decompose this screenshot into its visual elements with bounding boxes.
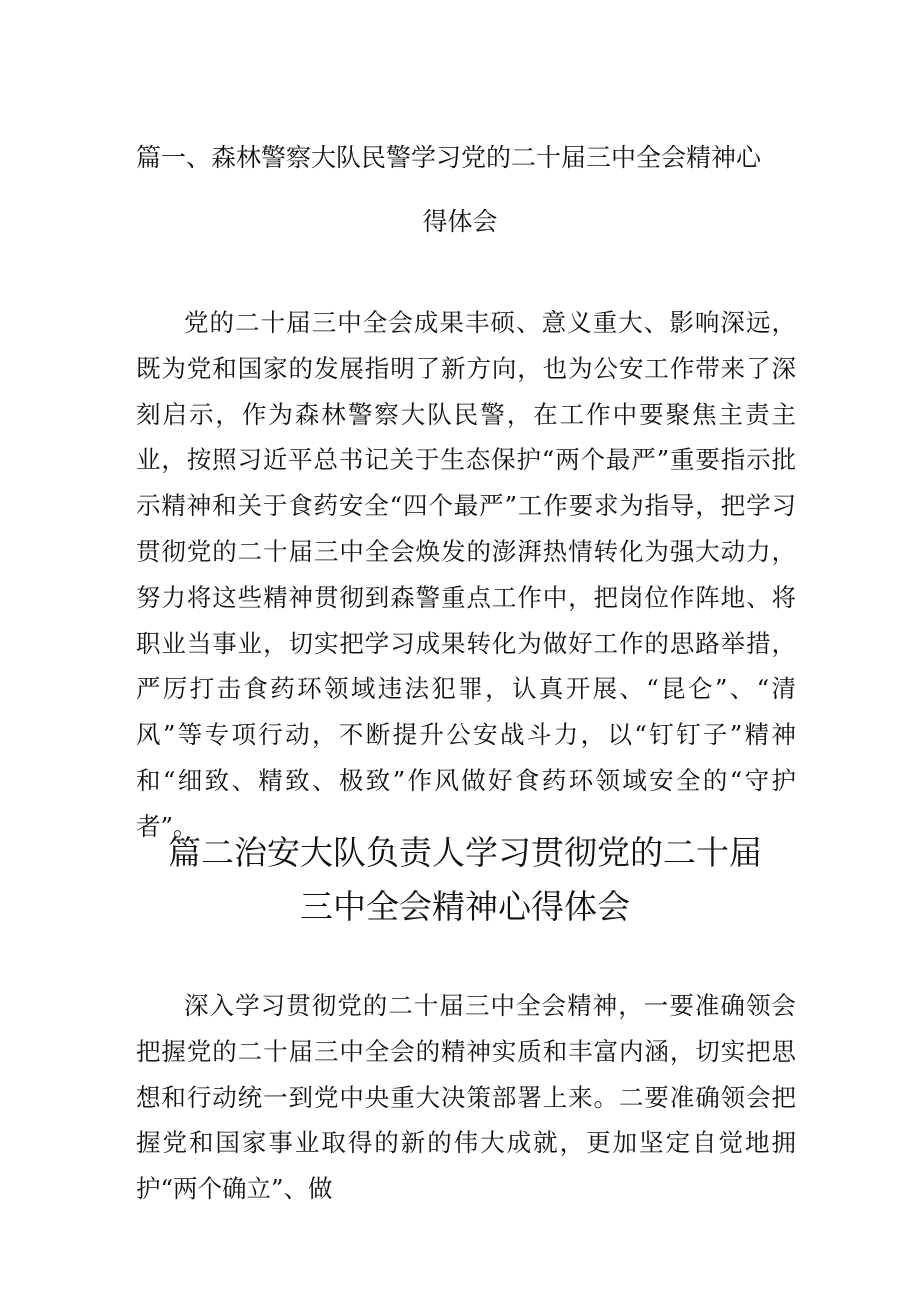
section1-title-line1: 篇一、森林警察大队民警学习党的二十届三中全会精神心 xyxy=(136,143,762,172)
section2-title-line2: 三中全会精神心得体会 xyxy=(300,887,630,926)
section2-paragraph: 深入学习贯彻党的二十届三中全会精神，一要准确领会把握党的二十届三中全会的精神实质和丰富内涵，切实把思想和行动统一到党中央重大决策部署上来。二要准确领会把握党和国家事业取得的新的伟大成就，更加坚定自觉地拥护“两个确立”、做 xyxy=(136,991,796,1204)
section1-title-line2: 得体会 xyxy=(422,207,498,236)
section2-title xyxy=(120,826,810,934)
section2-title-line1: 篇二治安大队负责人学习贯彻党的二十届 xyxy=(168,833,762,872)
section1-paragraph: 党的二十届三中全会成果丰硕、意义重大、影响深远，既为党和国家的发展指明了新方向，也为公安工作带来了深刻启示，作为森林警察大队民警，在工作中要聚焦主责主业，按照习近平总书记关于生态保护“两个最严”重要指示批示精神和关于食药安全“四个最严”工作要求为指导，把学习贯彻党的二十届三中全会焕发的澎湃热情转化为强大动力，努力将这些精神贯彻到森警重点工作中，把岗位作阵地、将职业当事业，切实把学习成果转化为做好工作的思路举措，严厉打击食药环领域违法犯罪，认真开展、“昆仑”、“清风”等专项行动，不断提升公安战斗力，以“钉钉子”精神和“细致、精致、极致”作风做好食药环领域安全的“守护者”。 xyxy=(136,308,796,841)
